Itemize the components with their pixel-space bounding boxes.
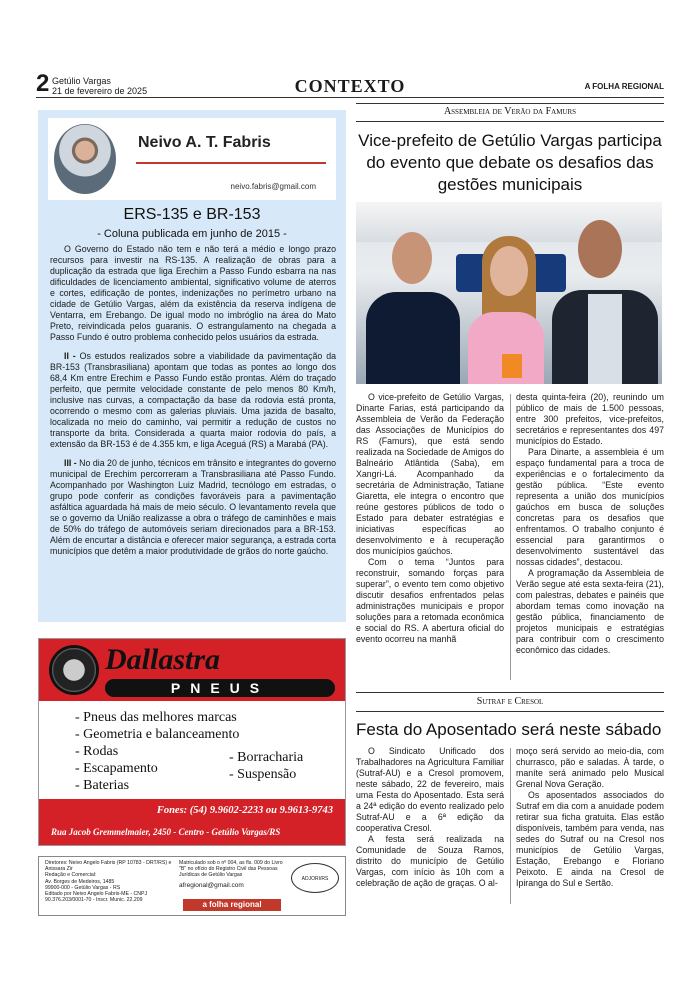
column-paragraph: O Governo do Estado não tem e não terá a médio e longo prazo recursos para investir na RS-135. A realização de obras para a duplicação da estrada que liga Erechim a Passo Fundo esbarra na nas dificuldades de licenciamento ambiental, significativo volume de aterros e cortes, edificação de pontes, indenizações no perímetro urbano na cidade de Getúlio Vargas, além da existência da reserva indígena de Ventarra, em Erebango. De igual modo no imbróglio na área do Mato Preto, reivindicada pelos guaranis. O estrangulamento na chegada a Passo Fundo é outro problema conhecido pelos usuários da estrada. bbox=[50, 244, 336, 342]
adjori-badge: ADJORI/RS bbox=[291, 863, 339, 893]
ad-services-right bbox=[229, 749, 303, 783]
article-paragraph: A programação da Assembleia de Verão segue até esta sexta-feira (21), com palestras, debates e painéis que abordam temas como inovação na gestão pública, financiamento de projetos municipais e estratégias para contribuir com o crescimento econômico das cidades. bbox=[516, 568, 664, 655]
column-title: ERS-135 e BR-153 bbox=[123, 206, 261, 223]
publication-name: A FOLHA REGIONAL bbox=[584, 82, 664, 91]
advertisement[interactable] bbox=[38, 638, 346, 846]
ad-phones: Fones: (54) 9.9602-2233 ou 9.9613-9743 bbox=[156, 805, 333, 816]
tire-icon bbox=[49, 645, 99, 695]
photo-person-3-head bbox=[578, 220, 622, 278]
article-paragraph: O vice-prefeito de Getúlio Vargas, Dinarte Farias, está participando da Assembleia de Verão da Federação das Associações de Municípios do RS (Famurs), que está sendo realizada na Sociedade de Amigos do Balneário Atlântida (Saba), em Xangri-Lá. Acompanhado da secretária de Administração, Tatiane Giaretta, ele integra o encontro que reúne gestores públicos de todo o Estado para debater estratégias e iniciativas específicas ao desenvolvimento e à recuperação dos municípios gaúchos. bbox=[356, 392, 504, 556]
article1-headline: Vice-prefeito de Getúlio Vargas participa do evento que debate os desafios das gestões municipais bbox=[358, 131, 662, 194]
article2-col1 bbox=[356, 746, 504, 889]
column-body bbox=[50, 244, 336, 565]
author-divider bbox=[136, 162, 326, 164]
article-paragraph: moço será servido ao meio-dia, com churrasco, pão e saladas. À tarde, o maníte será animado pelo Musical Grenal Nova Geração. bbox=[516, 746, 664, 789]
article2-col2 bbox=[516, 746, 664, 889]
ad-banner bbox=[39, 639, 345, 701]
kicker2-rule-bottom bbox=[356, 711, 664, 712]
masthead-info bbox=[38, 856, 346, 916]
ad-service: - Geometria e balanceamento bbox=[75, 727, 240, 742]
newspaper-logo: a folha regional bbox=[183, 899, 281, 911]
ad-service: - Baterias bbox=[75, 778, 130, 793]
author-name: Neivo A. T. Fabris bbox=[138, 134, 271, 151]
article-paragraph: Para Dinarte, a assembleia é um espaço fundamental para a troca de experiências e o fortalecimento da gestão pública. “Este evento representa a união dos municípios gaúchos em busca de soluções concretas para os desafios que enfrentamos. O trabalho conjunto é essencial para garantirmos o desenvolvimento sustentável das nossas cidades”, destacou. bbox=[516, 447, 664, 567]
masthead-registration: Matriculado sob o nº 004, as fls. 009 do Livro "B" no ofício do Registro Civil das Pessoas Jurídicas de Getúlio Vargas bbox=[179, 860, 283, 879]
article2-headline: Festa do Aposentado será neste sábado bbox=[356, 720, 662, 739]
ad-brand: Dallastra bbox=[105, 643, 221, 676]
article-paragraph: A festa será realizada na Comunidade de Souza Ramos, distrito do município de Getúlio Vargas, com início às 10h com a celebração de ação de graças. O al- bbox=[356, 834, 504, 888]
author-email[interactable]: neivo.fabris@gmail.com bbox=[230, 182, 316, 191]
article-paragraph: Os aposentados associados do Sutraf em dia com a anuidade podem retirar sua ficha gratuita. Elas estão disponíveis, também para venda, nas sedes do Sutraf ou na Cresol nos municípios de Getúlio Vargas, Estação, Erebango e Floriano Peixoto. E ainda na Cresol de Ipiranga do Sul e Sertão. bbox=[516, 790, 664, 888]
column-subtitle: - Coluna publicada em junho de 2015 - bbox=[97, 228, 287, 240]
photo-person-1-head bbox=[392, 232, 432, 284]
section-title: CONTEXTO bbox=[294, 76, 406, 96]
article-paragraph: O Sindicato Unificado dos Trabalhadores na Agricultura Familiar (Sutraf-AU) e a Cresol promovem, neste sábado, 22 de fevereiro, mais uma Festa do Aposentado. Esta será a 24ª edição do evento realizado pelo Sutraf-AU e a 6ª edição da cooperativa Cresol. bbox=[356, 746, 504, 833]
photo-person-3-shirt bbox=[588, 294, 622, 384]
ad-service: - Suspensão bbox=[229, 767, 297, 782]
ad-services-left bbox=[75, 709, 239, 794]
column-paragraph: III - No dia 20 de junho, técnicos em trânsito e integrantes do governo municipal de Erechim percorreram a Transbrasiliana até Passo Fundo. Acompanhado por Washington Luiz Madrid, tecnólogo em estradas, o grupo pode conferir as condições favoráveis para a pavimentação asfáltica aguardada há mais de meio século. O levantamento revela que se o governo da União realizasse a obra o tráfego de caminhões e mais de 50% do tráfego de automóveis seriam direcionados para a BR-153. Além de encurtar a distância e oferecer maior segurança, a estrada corta municípios que detêm a maior produtividade de grãos do norte gaúcho. bbox=[50, 458, 336, 556]
masthead-email[interactable]: afregional@gmail.com bbox=[179, 881, 244, 889]
article-paragraph: desta quinta-feira (20), reunindo um público de mais de 1.500 pessoas, entre 300 prefeitos, vice-prefeitos, secretários e representantes dos 497 municípios do Estado. bbox=[516, 392, 664, 446]
author-photo bbox=[54, 124, 116, 194]
page-number: 2 bbox=[36, 70, 50, 97]
opinion-column bbox=[38, 110, 346, 622]
ad-address: Rua Jacob Gremmelmaier, 2450 - Centro - Getúlio Vargas/RS bbox=[51, 827, 281, 837]
article1-kicker: Assembleia de Verão da Famurs bbox=[443, 106, 577, 117]
article2-kicker: Sutraf e Cresol bbox=[476, 696, 544, 707]
column-paragraph: II - Os estudos realizados sobre a viabilidade da pavimentação da BR-153 (Transbrasiliana) apontam que todas as pontes ao longo dos 68,4 Km entre Erechim e Passo Fundo estão prontas. Além do traçado perfeito, que permite velocidade constante de pelo menos 80 Km/h, inclusive nas curvas, a compactação da base da rodovia está pronta, ocorrendo o mesmo com as galerias pluviais. Uma jazida de basalto, localizada no meio do caminho, vai permitir a redução de custos no transporte da brita. Considerada a quarta maior rodovia do país, a extensão da BR-153 é de 4.355 km, e liga Aceguá (RS) a Marabá (PA). bbox=[50, 351, 336, 449]
author-card bbox=[48, 118, 336, 200]
header-date: 21 de fevereiro de 2025 bbox=[52, 86, 148, 96]
photo-person-2-head bbox=[490, 246, 528, 296]
ad-service: - Rodas bbox=[75, 744, 119, 759]
article-paragraph: Com o tema “Juntos para reconstruir, somando forças para superar”, o evento tem como objetivo discutir desafios enfrentados pelas administrações municipais e propor soluções para a retomada econômica e social do RS. A abertura oficial do evento ocorreu na manhã bbox=[356, 557, 504, 644]
ad-service: - Escapamento bbox=[75, 761, 158, 776]
column-divider bbox=[510, 748, 511, 904]
masthead-left: Diretores: Neivo Angelo Fabris (RP 10783 - DRT/RS) e Anissara Zir Redação e Comercial: Av. Borges de Medeiros, 1485 99900-000 - Getúlio Vargas - RS Editado por Neivo Angelo Fabris-ME - CNPJ 90.376.203/0001-70 - Inscr. Munic. 22.209 bbox=[45, 860, 172, 904]
kicker2-rule-top bbox=[356, 692, 664, 693]
masthead-right bbox=[179, 860, 289, 889]
column-divider bbox=[510, 394, 511, 680]
article1-photo bbox=[356, 202, 662, 384]
kicker-rule-bottom bbox=[356, 121, 664, 122]
article1-col2 bbox=[516, 392, 664, 656]
header-city: Getúlio Vargas bbox=[52, 76, 111, 86]
ad-sub: PNEUS bbox=[170, 680, 270, 696]
ad-service: - Pneus das melhores marcas bbox=[75, 710, 237, 725]
photo-badge bbox=[502, 354, 522, 378]
ad-service: - Borracharia bbox=[229, 750, 304, 765]
kicker-rule-top bbox=[356, 103, 664, 104]
ad-footer bbox=[39, 799, 345, 845]
photo-person-1 bbox=[366, 292, 460, 384]
article1-col1 bbox=[356, 392, 504, 645]
page-header bbox=[36, 70, 664, 98]
